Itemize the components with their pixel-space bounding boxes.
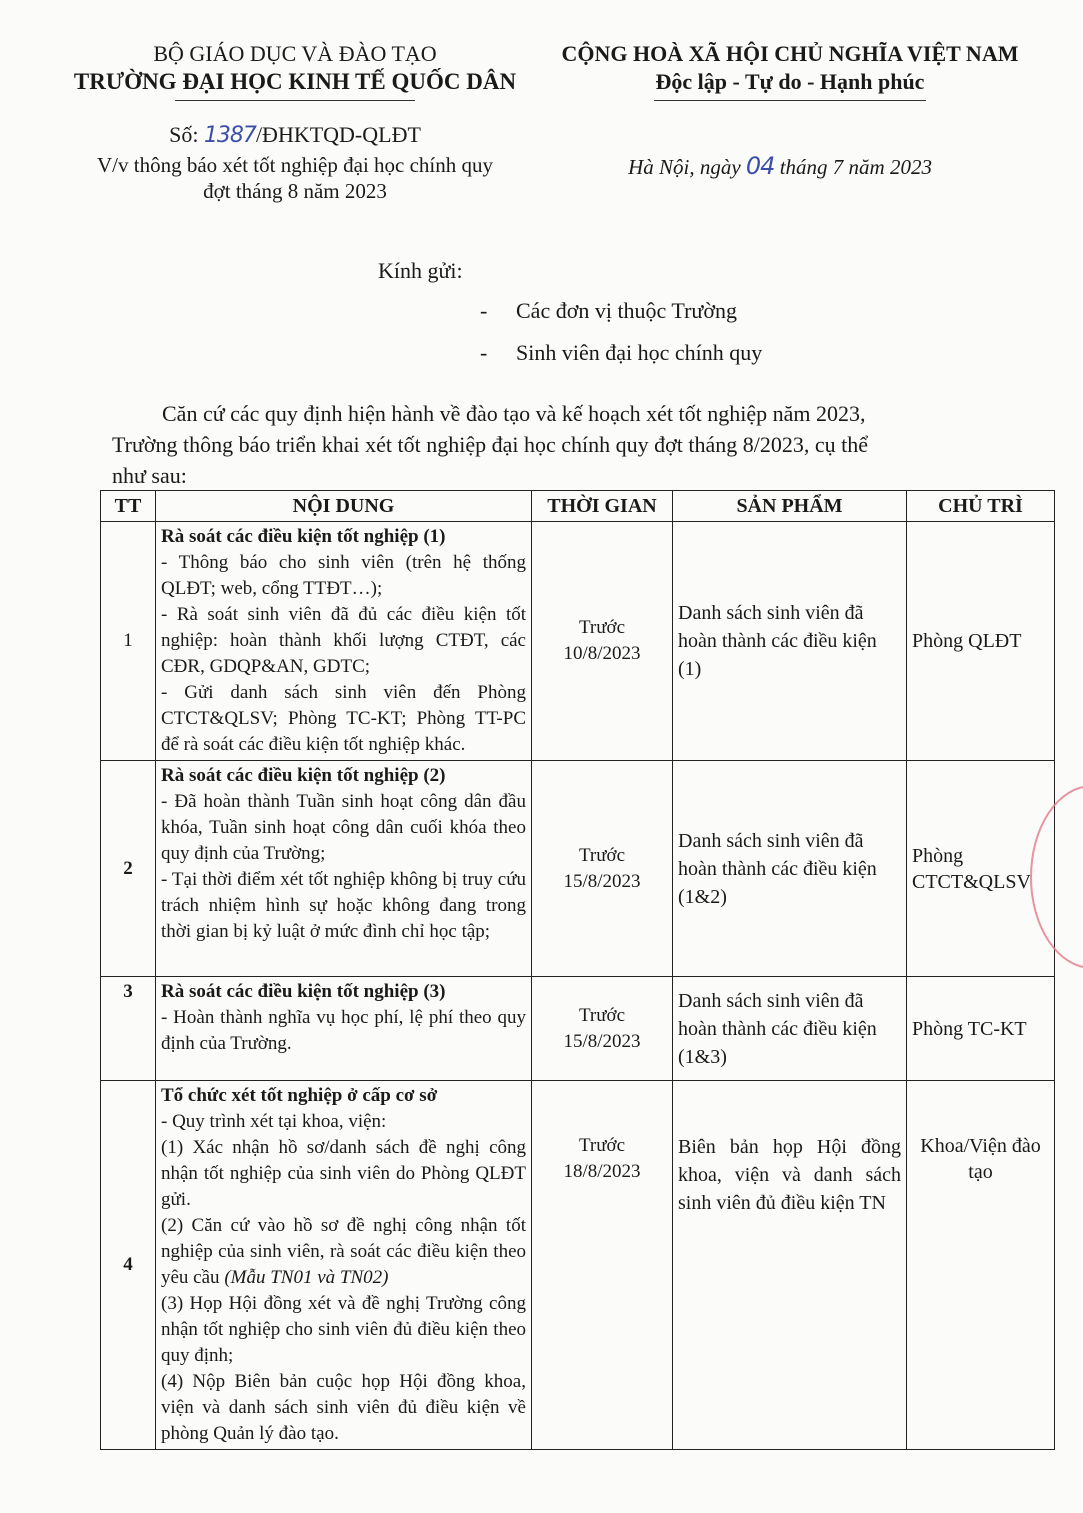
row-time [532, 1081, 673, 1450]
row-line: (1) Xác nhận hồ sơ/danh sách đề nghị công nhận tốt nghiệp của sinh viên do Phòng QLĐT gửi. [161, 1137, 526, 1210]
row-product: Danh sách sinh viên đã hoàn thành các điều kiện (1) [673, 522, 907, 761]
row-product: Danh sách sinh viên đã hoàn thành các điều kiện (1&2) [673, 761, 907, 977]
row-owner: Phòng QLĐT [907, 522, 1055, 761]
row-time [532, 761, 673, 977]
graduation-plan-table [100, 490, 1055, 1450]
subject-line-1: V/v thông báo xét tốt nghiệp đại học chính quy [96, 153, 494, 177]
row-product: Danh sách sinh viên đã hoàn thành các điều kiện (1&3) [673, 977, 907, 1081]
addressee-text: Sinh viên đại học chính quy [516, 340, 763, 365]
motto-underline [654, 100, 926, 101]
header-time: THỜI GIAN [532, 491, 673, 522]
doc-no-handwritten: 1387 [203, 123, 256, 148]
addressee-item: - Các đơn vị thuộc Trường [480, 298, 737, 323]
time-date: 18/8/2023 [563, 1161, 641, 1182]
time-prefix: Trước [578, 617, 626, 638]
row-owner: Phòng CTCT&QLSV [907, 761, 1055, 977]
time-prefix: Trước [578, 1135, 626, 1156]
intro-line: Trường thông báo triển khai xét tốt nghiệp đại học chính quy đợt tháng 8/2023, cụ thể [112, 432, 868, 457]
nation-motto: Độc lập - Tự do - Hạnh phúc [655, 69, 925, 94]
row-line: (4) Nộp Biên bản cuộc họp Hội đồng khoa, viện và danh sách sinh viên đủ điều kiện về phòng Quản lý đào tạo. [161, 1371, 526, 1444]
table-row [101, 1081, 1055, 1450]
row-number: 3 [101, 977, 156, 1081]
intro-line: Căn cứ các quy định hiện hành về đào tạo và kế hoạch xét tốt nghiệp năm 2023, [162, 401, 866, 426]
nation-name: CỘNG HOÀ XÃ HỘI CHỦ NGHĨA VIỆT NAM [561, 41, 1019, 66]
intro-paragraph [112, 398, 962, 491]
table-row [101, 761, 1055, 977]
issuer-block [60, 40, 530, 101]
addressee-text: Các đơn vị thuộc Trường [516, 298, 737, 323]
row-line: (3) Họp Hội đồng xét và đề nghị Trường công nhận tốt nghiệp cho sinh viên đủ điều kiện theo quy định; [161, 1293, 526, 1366]
row-title: Rà soát các điều kiện tốt nghiệp (3) [161, 981, 446, 1002]
time-prefix: Trước [578, 1004, 626, 1026]
row-line [161, 1213, 526, 1291]
header-content: NỘI DUNG [156, 491, 532, 522]
row-title: Tổ chức xét tốt nghiệp ở cấp cơ sở [161, 1085, 438, 1106]
row-title: Rà soát các điều kiện tốt nghiệp (1) [161, 526, 446, 547]
date-day-handwritten: 04 [745, 152, 775, 180]
date-prefix: Hà Nội, ngày [628, 155, 741, 179]
row-line: - Đã hoàn thành Tuần sinh hoạt công dân đầu khóa, Tuần sinh hoạt công dân cuối khóa theo quy định của Trường; [161, 791, 526, 864]
row-title: Rà soát các điều kiện tốt nghiệp (2) [161, 765, 446, 786]
time-date: 10/8/2023 [563, 643, 641, 664]
row-content [156, 977, 532, 1081]
header-owner: CHỦ TRÌ [907, 491, 1055, 522]
ministry-name: BỘ GIÁO DỤC VÀ ĐÀO TẠO [153, 41, 437, 66]
row-line: - Tại thời điểm xét tốt nghiệp không bị truy cứu trách nhiệm hình sự hoặc không đang trong thời gian bị kỷ luật ở mức đình chỉ học tập; [161, 869, 526, 942]
document-subject [60, 152, 530, 204]
row-time [532, 522, 673, 761]
time-date: 15/8/2023 [563, 870, 641, 892]
row-line: - Gửi danh sách sinh viên đến Phòng CTCT&QLSV; Phòng TC-KT; Phòng TT-PC để rà soát các điều kiện tốt nghiệp khác. [161, 682, 526, 755]
issuer-underline [175, 100, 415, 101]
row-line: - Thông báo cho sinh viên (trên hệ thống QLĐT; web, cổng TTĐT…); [161, 552, 526, 599]
row-number: 4 [101, 1081, 156, 1450]
table-row [101, 977, 1055, 1081]
school-name: TRƯỜNG ĐẠI HỌC KINH TẾ QUỐC DÂN [73, 69, 517, 94]
addressee-label: Kính gửi: [378, 258, 463, 283]
addressee-item: - Sinh viên đại học chính quy [480, 340, 763, 365]
time-prefix: Trước [578, 844, 626, 866]
row-number: 1 [101, 522, 156, 761]
row-content [156, 522, 532, 761]
time-date: 15/8/2023 [563, 1030, 641, 1052]
row-number: 2 [101, 761, 156, 977]
row-line-text: (2) Căn cứ vào hồ sơ đề nghị công nhận tốt nghiệp của sinh viên, rà soát các điều kiện theo yêu cầu [161, 1215, 526, 1288]
document-number [60, 122, 530, 148]
row-line: - Quy trình xét tại khoa, viện: [161, 1111, 387, 1132]
doc-no-suffix: /ĐHKTQD-QLĐT [255, 122, 421, 147]
row-line: - Hoàn thành nghĩa vụ học phí, lệ phí theo quy định của Trường. [161, 1007, 526, 1054]
document-date [560, 152, 1000, 180]
date-suffix: tháng 7 năm 2023 [779, 155, 932, 179]
table-header-row [101, 491, 1055, 522]
header-tt: TT [101, 491, 156, 522]
row-owner: Phòng TC-KT [907, 977, 1055, 1081]
row-owner: Khoa/Viện đào tạo [907, 1081, 1055, 1450]
subject-line-2: đợt tháng 8 năm 2023 [203, 179, 387, 203]
row-content [156, 761, 532, 977]
table-row [101, 522, 1055, 761]
intro-line: như sau: [112, 463, 187, 488]
nation-block [535, 40, 1045, 101]
row-time [532, 977, 673, 1081]
form-note: (Mẫu TN01 và TN02) [224, 1267, 389, 1288]
doc-no-label: Số: [169, 122, 199, 147]
header-product: SẢN PHẨM [673, 491, 907, 522]
row-content [156, 1081, 532, 1450]
row-product: Biên bản họp Hội đồng khoa, viện và danh sách sinh viên đủ điều kiện TN [673, 1081, 907, 1450]
row-line: - Rà soát sinh viên đã đủ các điều kiện tốt nghiệp: hoàn thành khối lượng CTĐT, các CĐR, GDQP&AN, GDTC; [161, 604, 526, 677]
